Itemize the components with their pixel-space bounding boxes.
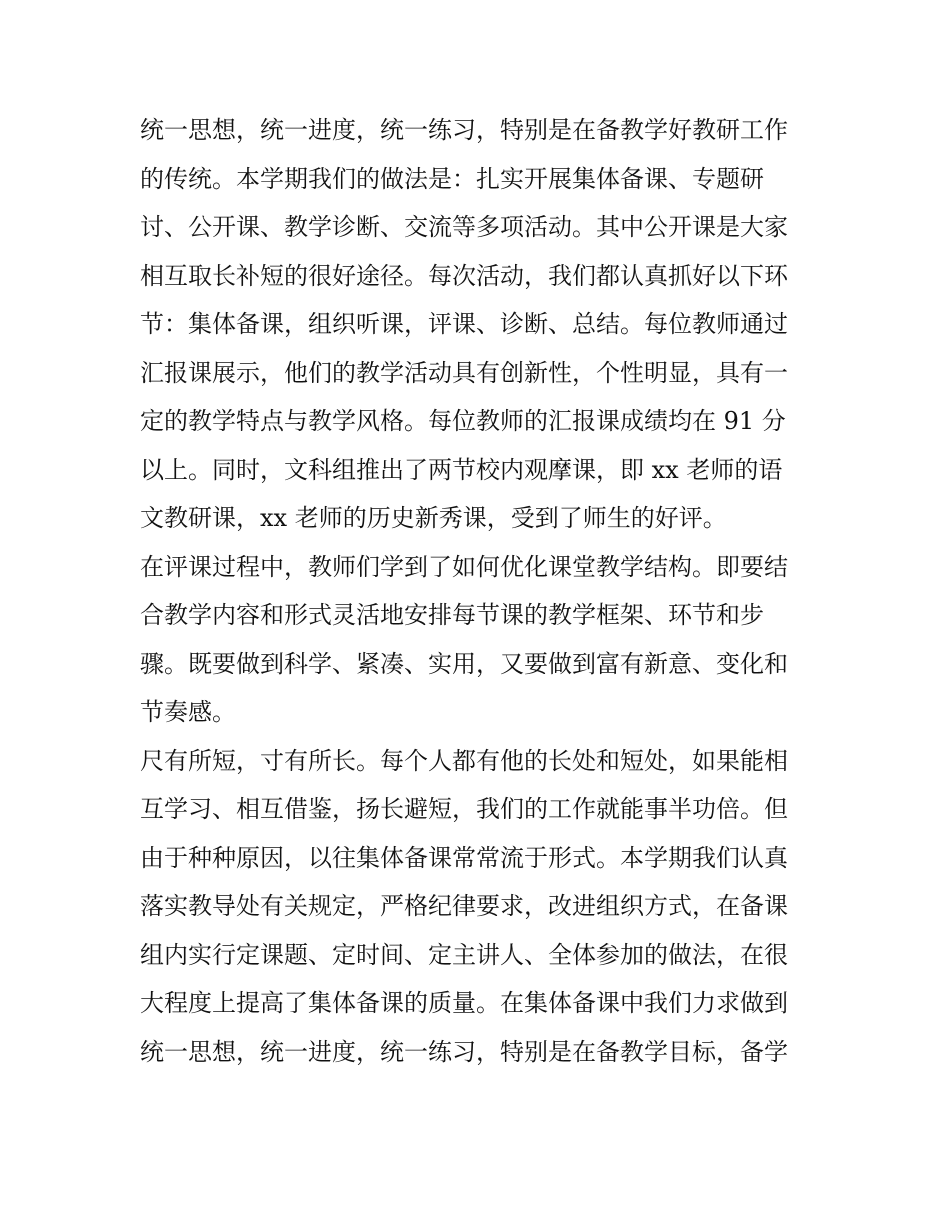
text-line: 文教研课，xx 老师的历史新秀课，受到了师生的好评。 xyxy=(140,504,727,532)
text-line: 统一思想，统一进度，统一练习，特别是在备教学目标，备学 xyxy=(140,1037,788,1066)
text-line: 节奏感。 xyxy=(140,698,236,726)
text-line: 以上。同时，文科组推出了两节校内观摩课，即 xx 老师的语 xyxy=(140,455,783,484)
text-line: 组内实行定课题、定时间、定主讲人、全体参加的做法，在很 xyxy=(140,940,788,969)
text-line: 尺有所短，寸有所长。每个人都有他的长处和短处，如果能相 xyxy=(140,746,788,775)
text-line: 合教学内容和形式灵活地安排每节课的教学框架、环节和步 xyxy=(140,601,764,629)
text-line: 汇报课展示，他们的教学活动具有创新性，个性明显，具有一 xyxy=(140,358,788,387)
text-line: 的传统。本学期我们的做法是：扎实开展集体备课、专题研 xyxy=(140,164,764,193)
text-line: 互学习、相互借鉴，扬长避短，我们的工作就能事半功倍。但 xyxy=(140,795,788,823)
text-line: 大程度上提高了集体备课的质量。在集体备课中我们力求做到 xyxy=(140,989,788,1017)
text-line: 相互取长补短的很好途径。每次活动，我们都认真抓好以下环 xyxy=(140,261,788,290)
text-line: 节：集体备课，组织听课，评课、诊断、总结。每位教师通过 xyxy=(140,310,788,338)
text-line: 在评课过程中，教师们学到了如何优化课堂教学结构。即要结 xyxy=(140,552,788,581)
text-line: 落实教导处有关规定，严格纪律要求，改进组织方式，在备课 xyxy=(140,892,788,920)
text-line: 定的教学特点与教学风格。每位教师的汇报课成绩均在 91 分 xyxy=(140,407,786,435)
text-line: 讨、公开课、教学诊断、交流等多项活动。其中公开课是大家 xyxy=(140,213,788,241)
text-line: 骤。既要做到科学、紧凑、实用，又要做到富有新意、变化和 xyxy=(140,649,788,678)
document-body xyxy=(140,106,820,1076)
text-line: 由于种种原因，以往集体备课常常流于形式。本学期我们认真 xyxy=(140,843,788,872)
text-line: 统一思想，统一进度，统一练习，特别是在备教学好教研工作 xyxy=(140,116,788,144)
